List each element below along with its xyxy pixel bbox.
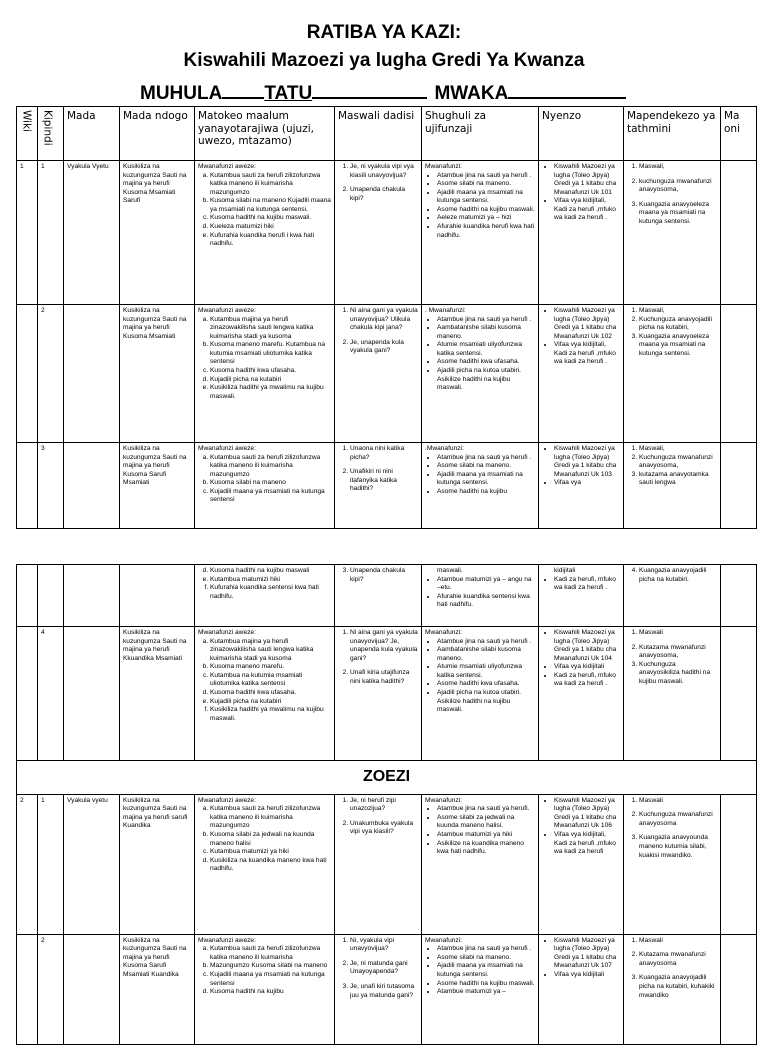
cell-kipindi: 1 — [38, 794, 64, 934]
cell-kipindi — [38, 565, 64, 627]
cell-shughuli: Mwanafunzi: • Atambue jina na sauti ya herufi . • Asome silabi na maneno. • Ajadili maana ya msamiati na kutunga sentensi. • Asome hadithi na kujibu maswali. • Aeleze matumizi ya – hizi • Afurahie kuandika herufi kwa hati nadhifu. — [422, 161, 539, 305]
header-wiki: Wiki — [17, 107, 38, 161]
section-heading: ZOEZI — [17, 761, 757, 795]
cell-kipindi: 3 — [38, 443, 64, 529]
cell-tathmini: 1. Maswali, 2. Kuchunguza mwanafunzi anavyosoma, 3. kutazama anavyotamka sauti lengwa — [624, 443, 721, 529]
header-row — [17, 107, 757, 161]
cell-wiki: 1 — [17, 161, 38, 305]
table-row — [17, 161, 757, 305]
table-row — [17, 794, 757, 934]
document-title: RATIBA YA KAZI: — [306, 22, 462, 43]
cell-matokeo: Mwanafunzi aweze: a. Kutambua sauti za herufi zilizofunzwa katika maneno ili kuimarisha mazungumzo b. Kusoma silabi na maneno c. Kujadili maana ya msamiati na kutunga sentensi — [195, 443, 335, 529]
document-subtitle: Kiswahili Mazoezi ya lugha Gredi Ya Kwanza — [183, 50, 585, 71]
cell-maswali: 1. Ni aina gani ya vyakula unavyovijua? Je, unapenda kula vyakula gani? 2. Unafi kiria utajifunza nini katika hadithi? — [335, 627, 422, 761]
table-row — [17, 565, 757, 627]
cell-mada-ndogo: Kusikiliza na kuzungumza Sauti na majina ya herufi Kusoma Msamiati Sarufi — [120, 161, 195, 305]
term-label: MUHULA — [140, 83, 223, 104]
cell-mada-ndogo — [120, 565, 195, 627]
cell-mada-ndogo: Kusikiliza na kuzungumza Sauti na majina ya herufi sarufi Kuandika — [120, 794, 195, 934]
cell-shughuli: Mwanafunzi: • Atambue jina na sauti ya herufi . • Asome silabi na maneno. • Ajadili maana ya msamiati na kutunga sentensi. • Asome hadithi na kujibu maswali. • Atambue matumizi ya – — [422, 934, 539, 1044]
cell-maoni — [721, 934, 757, 1044]
header-matokeo: Matokeo maalum yanayotarajiwa (ujuzi, uwezo, mtazamo) — [195, 107, 335, 161]
cell-maoni — [721, 794, 757, 934]
cell-mada-ndogo: Kusikiliza na kuzungumza Sauti na majina ya herufi Kusoma Sarufi Msamiati Kuandika — [120, 934, 195, 1044]
cell-tathmini: 1. Maswali 2. Kutazama mwanafunzi anavyosoma, 3. Kuchunguza anavyosikiliza hadithi na kujibu maswali. — [624, 627, 721, 761]
cell-matokeo: Mwanafunzi aweze: a. Kutambua majina ya herufi zinazowakilisha sauti lengwa katika kuimarisha stadi ya kusoma b. Kusoma maneno marefu. Kutambua na kutumia msamiati uliotumika katika sentensi c. Kusoma hadithi kwa ufasaha. d. Kujadili picha na kutabiri e. Kusikiliza hadithi ya mwalimu na kujibu maswali. — [195, 305, 335, 443]
header-maswali: Maswali dadisi — [335, 107, 422, 161]
cell-nyenzo: • Kiswahili Mazoezi ya lugha (Toleo Jipya) Gredi ya 1 kitabu cha Mwanafunzi Uk 101 • Vifaa vya kidijitali, Kadi za herufi ,mfuko wa kadi za herufi . — [539, 161, 624, 305]
cell-kipindi: 1 — [38, 161, 64, 305]
scheme-table-bottom — [16, 564, 757, 1045]
cell-mada — [64, 443, 120, 529]
cell-shughuli: Mwanafunzi: • Atambue jina na sauti ya herufi. • Asome silabi za jedwali na kuunda maneno halisi. • Atambue matumizi ya hiki • Asikilize na kuandika maneno kwa hati nadhifu. — [422, 794, 539, 934]
table-row — [17, 934, 757, 1044]
scheme-table-top — [16, 106, 757, 529]
table-row — [17, 443, 757, 529]
cell-wiki — [17, 627, 38, 761]
cell-maoni — [721, 565, 757, 627]
cell-shughuli: .Mwanafunzi: • Atambue jina na sauti ya herufi . • Asome silabi na maneno. • Ajadili maana ya msamiati na kutunga sentensi. • Asome hadithi na kujibu — [422, 443, 539, 529]
cell-mada-ndogo: Kusikiliza na kuzungumza Sauti na majina ya herufi Kusoma Sarufi Msamiati — [120, 443, 195, 529]
cell-nyenzo: • Kiswahili Mazoezi ya lugha (Toleo Jipya) Gredi ya 1 kitabu cha Mwanafunzi Uk 103 • Vifaa vya — [539, 443, 624, 529]
cell-nyenzo: • Kiswahili Mazoezi ya lugha (Toleo Jipya) Gredi ya 1 kitabu cha Mwanafunzi Uk 104 • Vifaa vya kidijitali • Kadi za herufi, mfuko wa kadi za herufi . — [539, 627, 624, 761]
cell-maoni — [721, 627, 757, 761]
header-maoni: Ma oni — [721, 107, 757, 161]
table-row — [17, 305, 757, 443]
cell-matokeo: Mwanafunzi aweze: a. Kutambua sauti za herufi zilizofunzwa katika maneno ili kuimarisha b. Mazungumzo Kusoma silabi na maneno c. Kujadili maana ya msamiati na kutunga sentensi d. Kusoma hadithi na kujibu — [195, 934, 335, 1044]
term-value: TATU — [264, 83, 313, 104]
cell-kipindi: 4 — [38, 627, 64, 761]
cell-matokeo: Mwanafunzi aweze: a. Kutambua sauti za herufi zilizofunzwa katika maneno ili kuimarisha mazungumzo b. Kusoma silabi za jedwali na kuunda maneno halisi c. Kutambua matumizi ya hiki d. Kusikiliza na kuandika maneno kwa hati nadhifu. — [195, 794, 335, 934]
cell-tathmini: 1. Maswali 2. Kuchunguza mwanafunzi anavyosoma 3. Kuangazia anavyounda maneno kutumia silabi, kuakisi mwandiko. — [624, 794, 721, 934]
term-year-line — [140, 80, 626, 105]
cell-maoni — [721, 443, 757, 529]
cell-kipindi: 2 — [38, 305, 64, 443]
cell-maswali: 3. Unapenda chakula kipi? — [335, 565, 422, 627]
cell-shughuli: . Mwanafunzi: • Atambue jina na sauti ya herufi . • Aambatanishe silabi kusoma maneno. • Atumie msamiati uliyofunzwa katika sentensi. • Asome hadithi kwa ufasaha. • Ajadili picha na kutoa utabiri. Asikilize hadithi na kujibu maswali. — [422, 305, 539, 443]
cell-wiki — [17, 565, 38, 627]
cell-mada: Vyakula Vyetu — [64, 161, 120, 305]
cell-maoni — [721, 161, 757, 305]
cell-wiki: 2 — [17, 794, 38, 934]
cell-maoni — [721, 305, 757, 443]
section-row — [17, 761, 757, 795]
cell-mada — [64, 934, 120, 1044]
header-mada: Mada — [64, 107, 120, 161]
cell-shughuli: maswali. • Atambue matumizi ya – angu na –etu. • Afurahie kuandika sentensi kwa hati nadhifu. — [422, 565, 539, 627]
year-label: MWAKA — [434, 83, 509, 104]
cell-nyenzo: • Kiswahili Mazoezi ya lugha (Toleo Jipya) Gredi ya 1 kitabu cha Mwanafunzi Uk 102 • Vifaa vya kidijitali, Kadi za herufi ,mfuko wa kadi za herufi . — [539, 305, 624, 443]
cell-mada — [64, 305, 120, 443]
cell-nyenzo: • Kiswahili Mazoezi ya lugha (Toleo Jipya) Gredi ya 1 kitabu cha Mwanafunzi Uk 106 • Vifaa vya kidijitali, Kadi za herufi ,mfuko wa kadi za herufi — [539, 794, 624, 934]
cell-mada — [64, 627, 120, 761]
header-shughuli: Shughuli za ujifunzaji — [422, 107, 539, 161]
cell-mada — [64, 565, 120, 627]
cell-wiki — [17, 305, 38, 443]
cell-maswali: 1. Ni aina gani ya vyakula unavyovijua? Ulikula chakula kipi jana? 2. Je, unapenda kula vyakula gani? — [335, 305, 422, 443]
cell-mada-ndogo: Kusikiliza na kuzungumza Sauti na majina ya herufi Kusoma Msamiati — [120, 305, 195, 443]
cell-nyenzo: kidijitali • Kadi za herufi, mfuko wa kadi za herufi . — [539, 565, 624, 627]
cell-tathmini: 4. Kuangazia anavyojadili picha na kutabiri. — [624, 565, 721, 627]
cell-maswali: 1. Unaona nini katika picha? 2. Unafikiri ni nini itafanyika katika hadithi? — [335, 443, 422, 529]
cell-maswali: 1. Ni, vyakula vipi unavyovijua? 2. Je, ni matunda gani Unayoyapenda? 3. Je, unafi kiri tutasoma juu ya matunda gani? — [335, 934, 422, 1044]
table-row — [17, 627, 757, 761]
cell-matokeo: Mwanafunzi aweze: a. Kutambua sauti za herufi zilizofunzwa katika maneno ili kuimarisha mazungumzo b. Kusoma silabi na maneno Kujadili maana ya msamiati na kutunga sentensi. c. Kusoma hadithi na kujibu maswali. d. Kueleza matumizi hiki e. Kufurahia kuandika herufi i kwa hati nadhifu. — [195, 161, 335, 305]
cell-matokeo: Mwanafunzi aweze: a. Kutambua majina ya herufi zinazowakilisha sauti lengwa katika kuimarisha stadi ya kusoma b. Kusoma maneno marefu. c. Kutambua na kutumia msamiati uliotumika katika sentensi d. Kusoma hadithi kwa ufasaha. e. Kujadili picha na kutabiri f. Kusikiliza hadithi ya mwalimu na kujibu maswali. — [195, 627, 335, 761]
cell-shughuli: Mwanafunzi: • Atambue jina na sauti ya herufi . • Aambatanishe silabi kusoma maneno. • Atumie msamiati uliyofunzwa katika sentensi. • Asome hadithi kwa ufasaha. • Ajadili picha na kutoa utabiri. Asikilize hadithi na kujibu maswali. — [422, 627, 539, 761]
cell-wiki — [17, 934, 38, 1044]
cell-tathmini: 1. Maswali 2. Kutazama mwanafunzi anavyosoma 3. Kuangazia anavyojadili picha na kutabiri, kuhakiki mwandiko — [624, 934, 721, 1044]
cell-maswali: 1. Je, ni vyakula vipi vya kiasili unavyovijua? 2. Unapenda chakula kipi? — [335, 161, 422, 305]
cell-tathmini: 1. Maswali, 2. Kuchunguza anavyojadili picha na kutabiri, 3. Kuangazia anavyoeleza maana ya msamiati na kutunga sentensi. — [624, 305, 721, 443]
header-nyenzo: Nyenzo — [539, 107, 624, 161]
cell-kipindi: 2 — [38, 934, 64, 1044]
cell-mada-ndogo: Kusikiliza na kuzungumza Sauti na majina ya herufi Kkuandika Msamiati — [120, 627, 195, 761]
header-tathmini: Mapendekezo ya tathmini — [624, 107, 721, 161]
cell-tathmini: 1. Maswali, 2. kuchunguza mwanafunzi anavyosoma, 3. Kuangazia anavyoeleza maana ya msamiati na kutunga sentensi. — [624, 161, 721, 305]
cell-maswali: 1. Je, ni herufi zipi unazozijua? 2. Unakumbuka vyakula vipi vya kiasili? — [335, 794, 422, 934]
cell-wiki — [17, 443, 38, 529]
header-kipindi: Kipindi — [38, 107, 64, 161]
cell-nyenzo: • Kiswahili Mazoezi ya lugha (Toleo Jipya) Gredi ya 1 kitabu cha Mwanafunzi Uk 107 • Vifaa vya kidijitali — [539, 934, 624, 1044]
cell-mada: Vyakula vyetu — [64, 794, 120, 934]
cell-matokeo: d. Kusoma hadithi na kujibu maswali e. Kutambua matumizi hiki f. Kufurahia kuandika sentensi kwa hati nadhifu. — [195, 565, 335, 627]
header-mada-ndogo: Mada ndogo — [120, 107, 195, 161]
